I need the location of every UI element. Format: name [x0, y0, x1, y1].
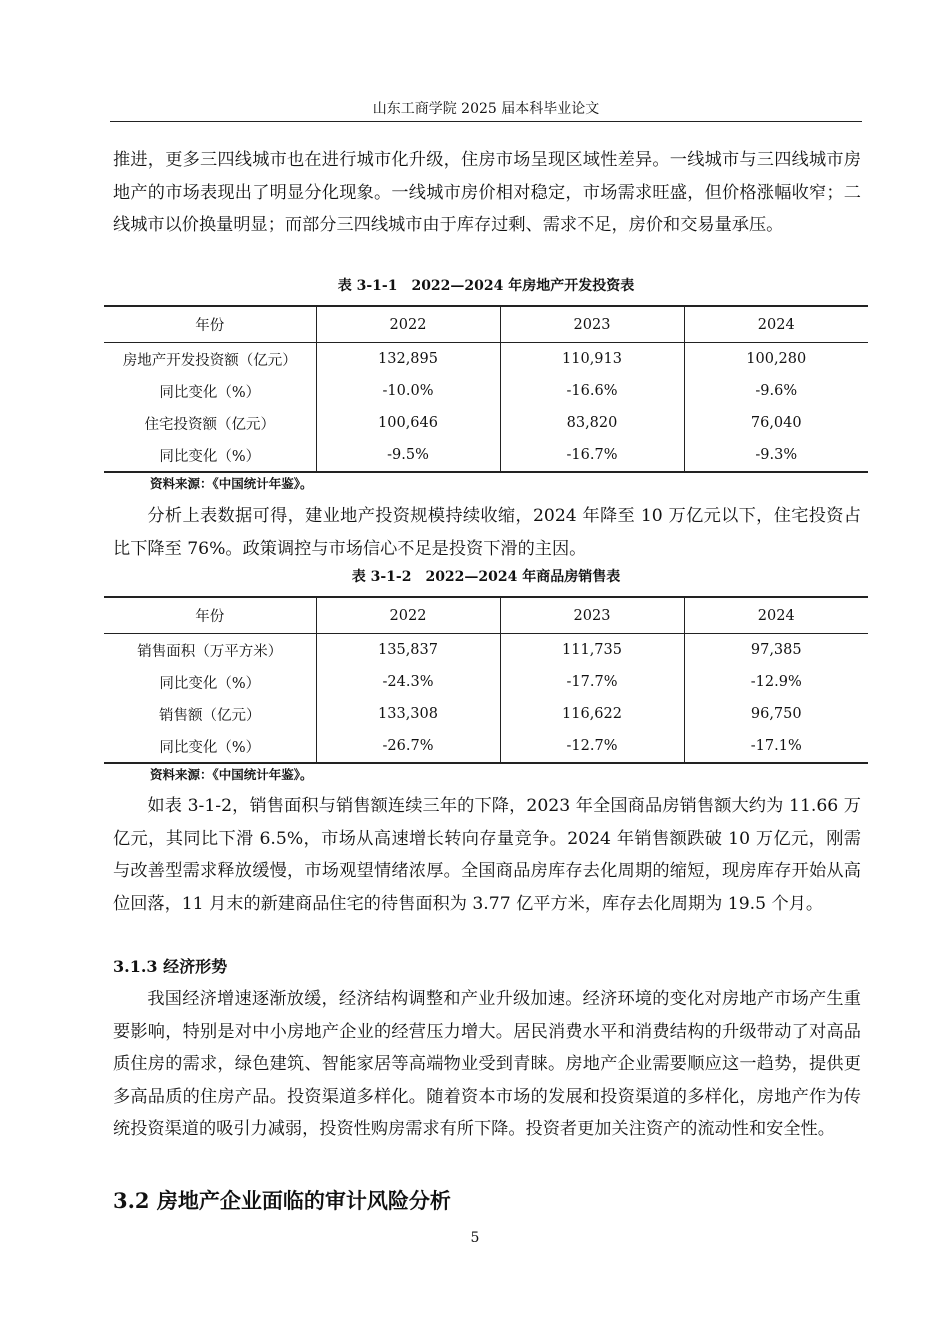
table-row [104, 439, 868, 472]
table-header-cell: 2022 [316, 597, 500, 634]
table-cell: -17.1% [684, 730, 868, 763]
table-cell: 同比变化（%） [159, 739, 261, 756]
table-row [104, 407, 868, 439]
paragraph-sales-analysis: 如表 3-1-2，销售面积与销售额连续三年的下降，2023 年全国商品房销售额大约为 11.66 万亿元，其同比下滑 6.5%，市场从高速增长转向存量竞争。2024 年销售额跌破 10 万亿元，刚需与改善型需求释放缓慢，市场观望情绪浓厚。全国商品房库存去化周期的缩短，现房库存开始从高位回落，11 月末的新建商品住宅的待售面积为 3.77 亿平方米，库存去化周期为 19.5 个月。 [113, 796, 861, 914]
table-header-cell: 2024 [684, 306, 868, 343]
table-header-cell: 2022 [316, 306, 500, 343]
table-cell: 同比变化（%） [159, 675, 261, 692]
table-cell: 住宅投资额（亿元） [144, 416, 275, 433]
table-cell: 110,913 [500, 343, 684, 376]
table-cell: 76,040 [684, 407, 868, 439]
table-header-cell: 年份 [195, 609, 225, 625]
running-header: 山东工商学院 2025 届本科毕业论文 [372, 101, 600, 117]
table-cell: 133,308 [316, 698, 500, 730]
table-cell: -9.6% [684, 375, 868, 407]
table-header-cell: 年份 [195, 318, 225, 334]
table-header-cell: 2024 [684, 597, 868, 634]
table-3-1-1-source: 资料来源：《中国统计年鉴》。 [150, 476, 313, 491]
table-cell: -9.5% [316, 439, 500, 472]
table-3-1-2-caption: 表 3-1-2 2022—2024 年商品房销售表 [351, 569, 621, 585]
table-cell: 111,735 [500, 634, 684, 667]
table-cell: 销售面积（万平方米） [137, 643, 283, 660]
table-cell: -12.7% [500, 730, 684, 763]
table-cell: -24.3% [316, 666, 500, 698]
table-3-1-1-caption: 表 3-1-1 2022—2024 年房地产开发投资表 [337, 278, 635, 294]
page-number: 5 [470, 1230, 480, 1246]
table-cell: -26.7% [316, 730, 500, 763]
table-cell: -17.7% [500, 666, 684, 698]
table-cell: 房地产开发投资额（亿元） [122, 352, 297, 369]
table-cell: 同比变化（%） [159, 384, 261, 401]
table-header-cell: 2023 [500, 597, 684, 634]
table-cell: 97,385 [684, 634, 868, 667]
table-3-1-2-source: 资料来源：《中国统计年鉴》。 [150, 767, 313, 782]
table-cell: -10.0% [316, 375, 500, 407]
section-heading-3-2: 3.2 房地产企业面临的审计风险分析 [113, 1188, 451, 1213]
table-header-row [104, 597, 868, 634]
table-cell: 销售额（亿元） [159, 707, 261, 724]
table-cell: -12.9% [684, 666, 868, 698]
table-row [104, 634, 868, 667]
section-heading-3-1-3: 3.1.3 经济形势 [113, 957, 228, 976]
table-cell: -9.3% [684, 439, 868, 472]
table-row [104, 730, 868, 763]
paragraph-economic-situation: 我国经济增速逐渐放缓，经济结构调整和产业升级加速。经济环境的变化对房地产市场产生重要影响，特别是对中小房地产企业的经营压力增大。居民消费水平和消费结构的升级带动了对高品质住房的需求，绿色建筑、智能家居等高端物业受到青睐。房地产企业需要顺应这一趋势，提供更多高品质的住房产品。投资渠道多样化。随着资本市场的发展和投资渠道的多样化，房地产作为传统投资渠道的吸引力减弱，投资性购房需求有所下降。投资者更加关注资产的流动性和安全性。 [113, 989, 861, 1139]
table-3-1-1 [104, 305, 868, 473]
table-cell: 100,280 [684, 343, 868, 376]
table-cell: 116,622 [500, 698, 684, 730]
table-cell: 96,750 [684, 698, 868, 730]
table-cell: -16.7% [500, 439, 684, 472]
table-row [104, 666, 868, 698]
header-rule [110, 121, 862, 122]
table-cell: 100,646 [316, 407, 500, 439]
table-cell: 83,820 [500, 407, 684, 439]
table-3-1-2 [104, 596, 868, 764]
table-row [104, 343, 868, 376]
paragraph-market-differentiation: 推进，更多三四线城市也在进行城市化升级，住房市场呈现区域性差异。一线城市与三四线城市房地产的市场表现出了明显分化现象。一线城市房价相对稳定，市场需求旺盛，但价格涨幅收窄；二线城市以价换量明显；而部分三四线城市由于库存过剩、需求不足，房价和交易量承压。 [113, 150, 861, 235]
table-cell: -16.6% [500, 375, 684, 407]
table-row [104, 698, 868, 730]
table-cell: 同比变化（%） [159, 448, 261, 465]
table-header-row [104, 306, 868, 343]
table-header-cell: 2023 [500, 306, 684, 343]
paragraph-investment-analysis: 分析上表数据可得，建业地产投资规模持续收缩，2024 年降至 10 万亿元以下，住宅投资占比下降至 76%。政策调控与市场信心不足是投资下滑的主因。 [113, 506, 861, 559]
table-cell: 135,837 [316, 634, 500, 667]
table-cell: 132,895 [316, 343, 500, 376]
table-row [104, 375, 868, 407]
